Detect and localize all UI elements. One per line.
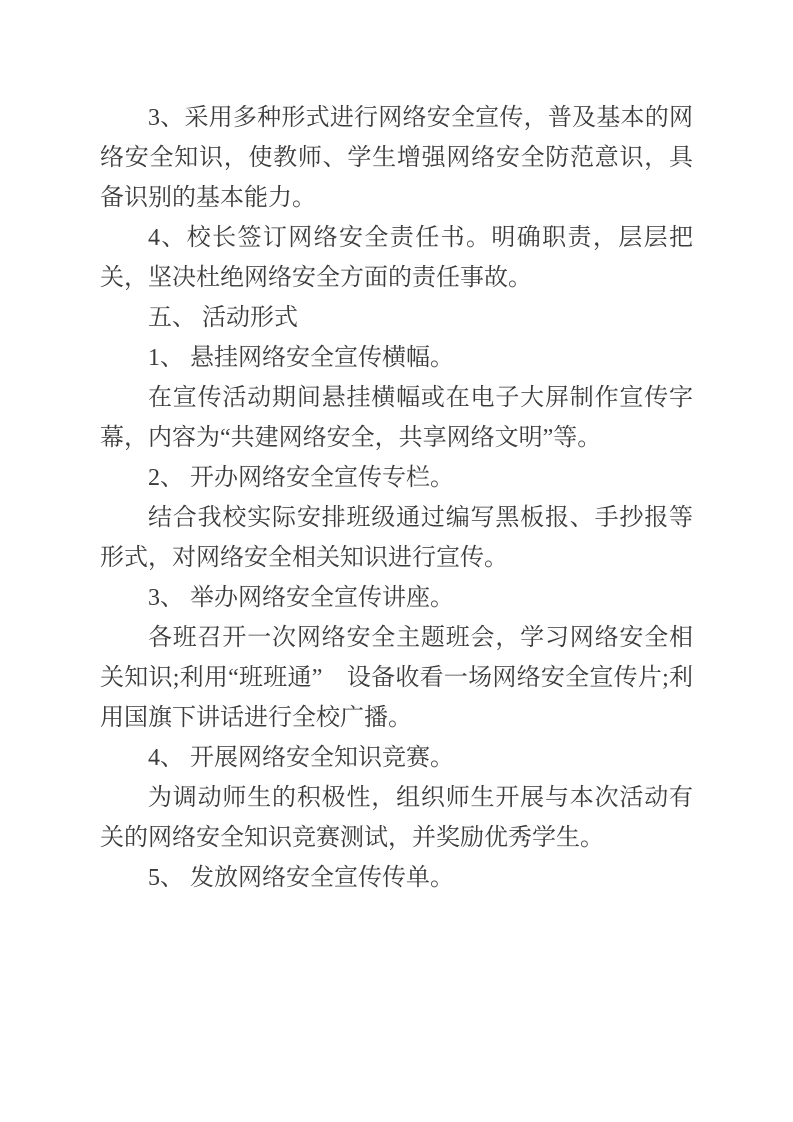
list-item-1-banner: 1、 悬挂网络安全宣传横幅。 bbox=[148, 345, 454, 371]
list-item-4-contest: 4、 开展网络安全知识竞赛。 bbox=[148, 745, 454, 771]
heading-section-five-activity-forms: 五、 活动形式 bbox=[148, 305, 298, 331]
paragraph-measure-3: 3、采用多种形式进行网络安全宣传，普及基本的网络安全知识，使教师、学生增强网络安全防范意识，具备识别的基本能力。 bbox=[100, 105, 693, 211]
paragraph-measure-4: 4、校长签订网络安全责任书。明确职责，层层把关，坚决杜绝网络安全方面的责任事故。 bbox=[100, 225, 693, 291]
paragraph-lecture-detail: 各班召开一次网络安全主题班会，学习网络安全相关知识;利用“班班通” 设备收看一场网络安全宣传片;利用国旗下讲话进行全校广播。 bbox=[100, 625, 693, 731]
list-item-3-lecture: 3、 举办网络安全宣传讲座。 bbox=[148, 585, 454, 611]
paragraph-contest-detail: 为调动师生的积极性，组织师生开展与本次活动有关的网络安全知识竞赛测试，并奖励优秀学生。 bbox=[100, 785, 693, 851]
list-item-2-column: 2、 开办网络安全宣传专栏。 bbox=[148, 465, 454, 491]
document-body bbox=[100, 98, 693, 898]
paragraph-banner-detail: 在宣传活动期间悬挂横幅或在电子大屏制作宣传字幕，内容为“共建网络安全，共享网络文明”等。 bbox=[100, 385, 693, 451]
list-item-5-leaflet: 5、 发放网络安全宣传传单。 bbox=[148, 865, 454, 891]
paragraph-column-detail: 结合我校实际安排班级通过编写黑板报、手抄报等形式，对网络安全相关知识进行宣传。 bbox=[100, 505, 693, 571]
